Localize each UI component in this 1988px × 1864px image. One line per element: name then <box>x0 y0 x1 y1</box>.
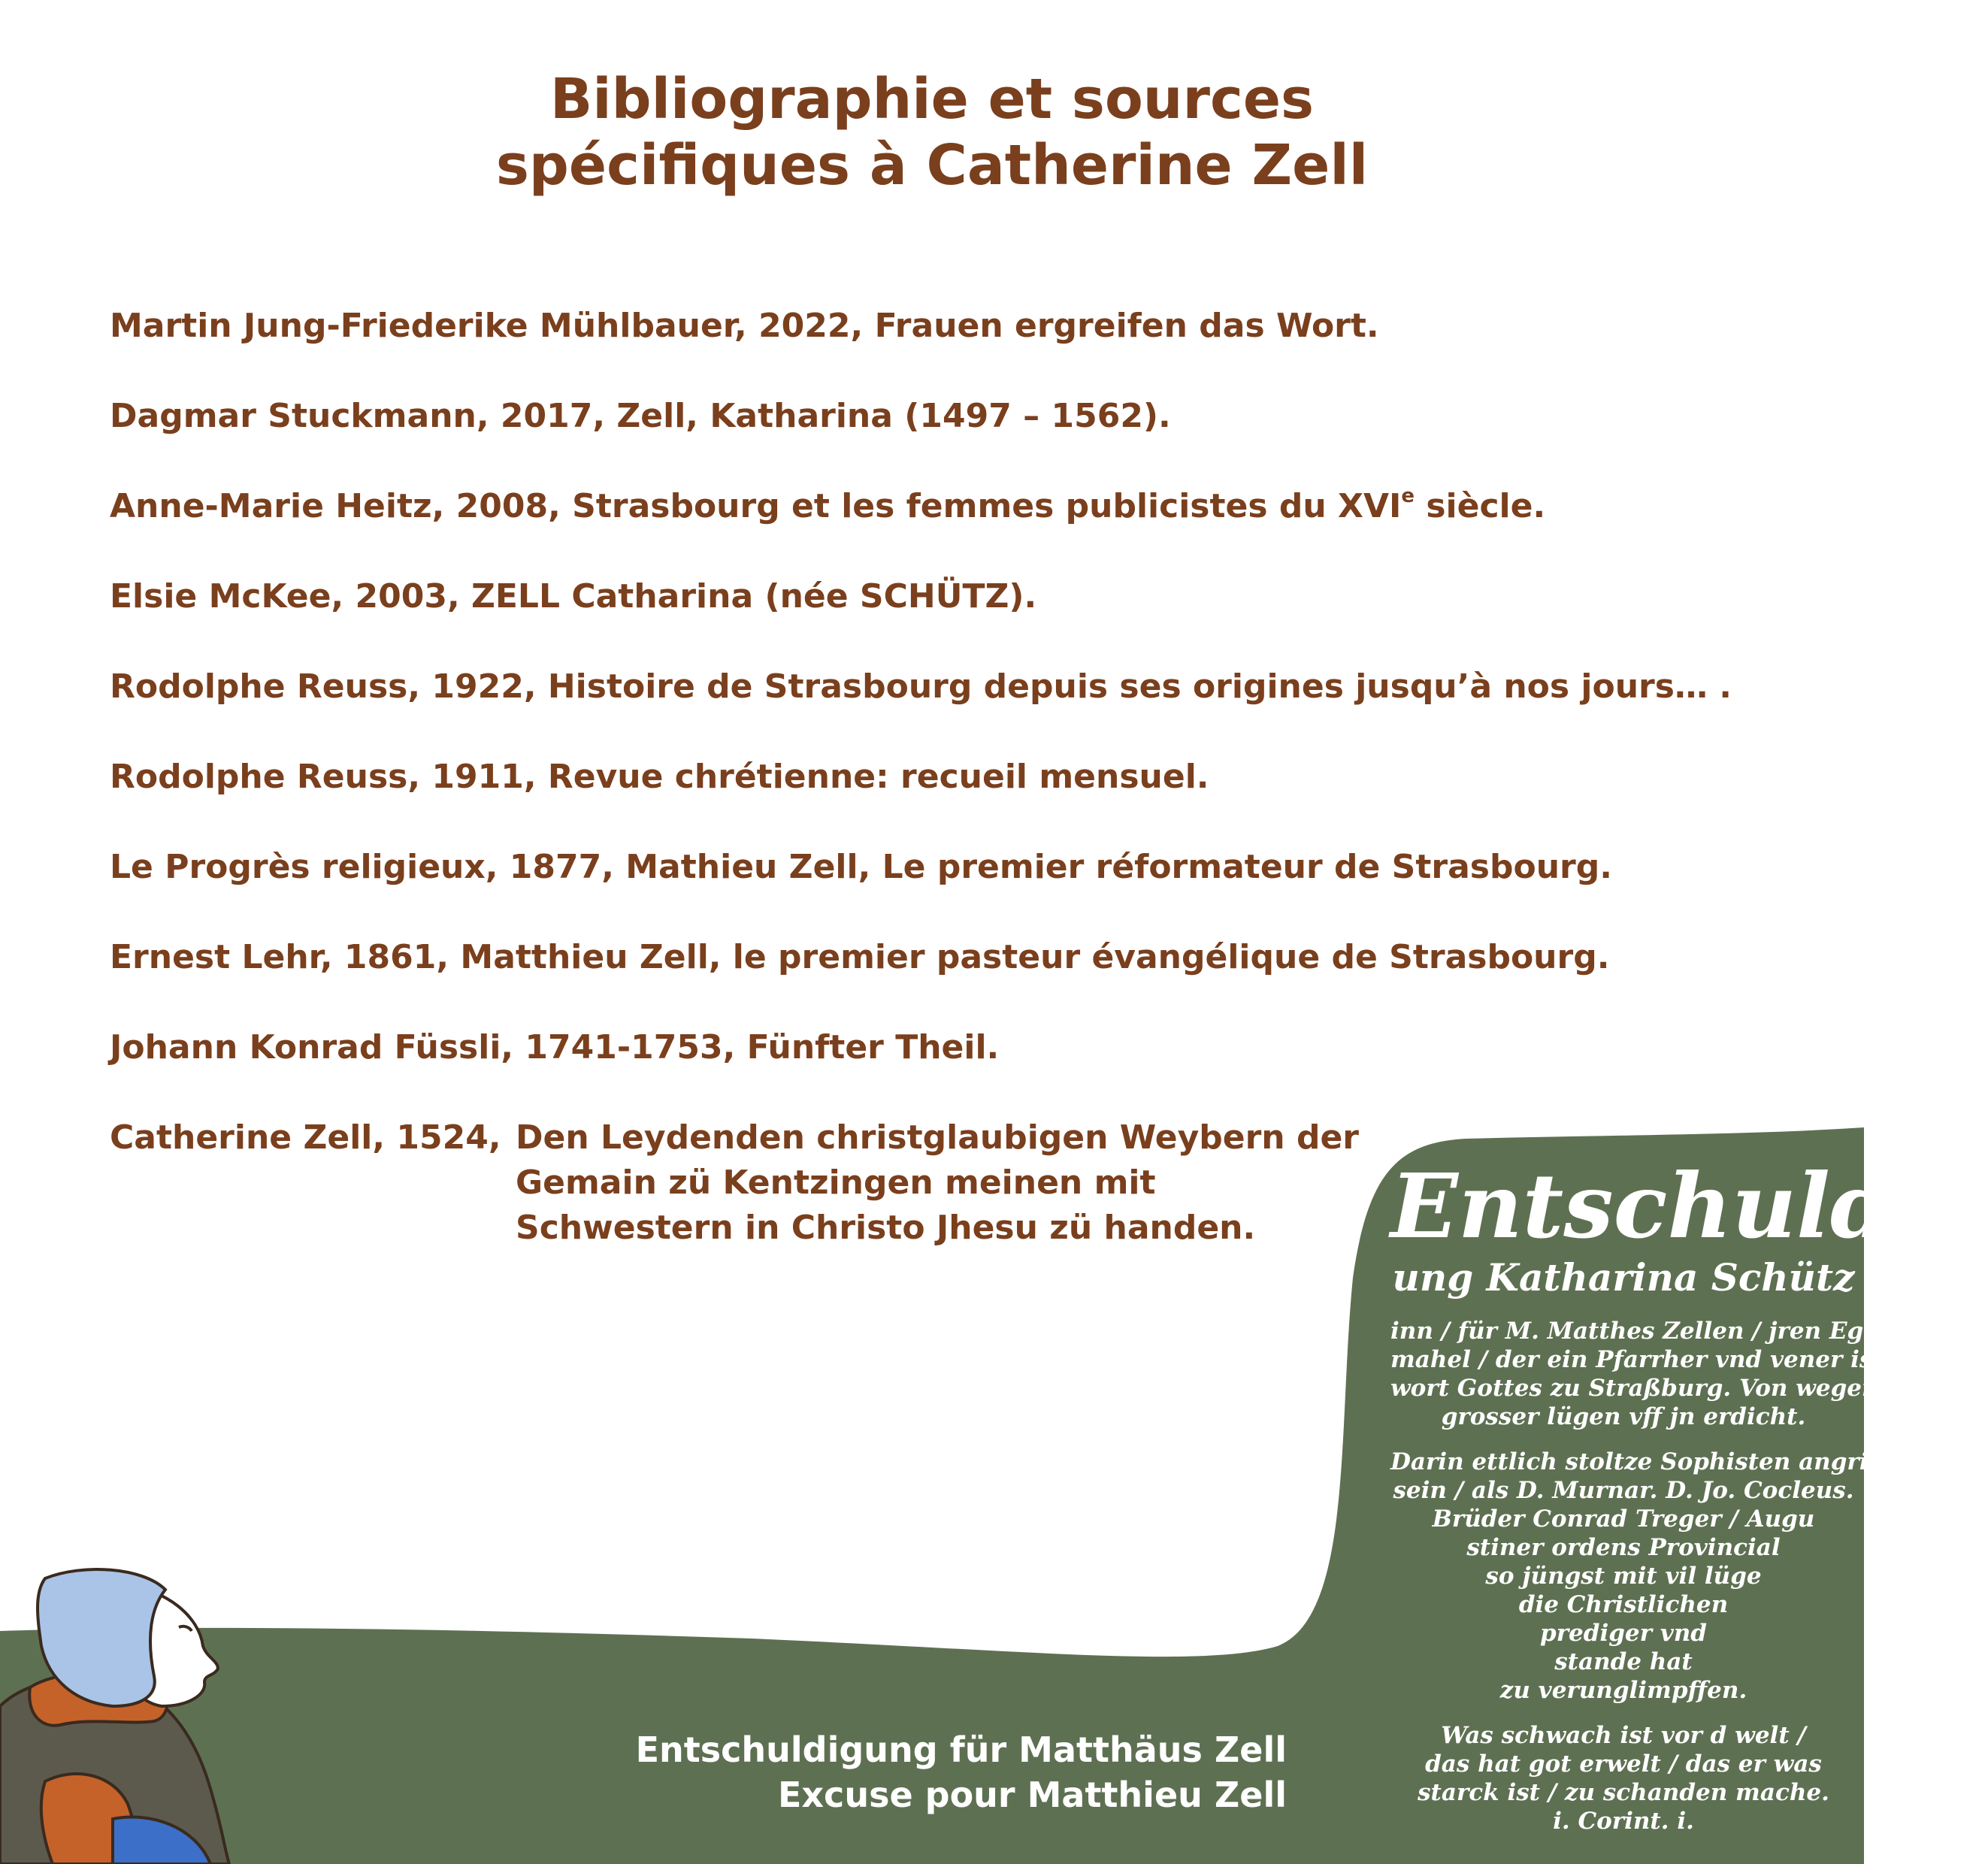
entry-work-line: Den Leydenden christglaubigen Weybern der <box>516 1118 1359 1157</box>
bibliography-entry: Dagmar Stuckmann, 2017, Zell, Katharina (1497 – 1562). <box>110 397 1171 435</box>
print-line: inn / für M. Matthes Zellen / jren Ege- <box>1390 1318 1888 1345</box>
entry-work-line: Gemain zü Kentzingen meinen mit <box>516 1163 1156 1202</box>
entry-text-before: Anne-Marie Heitz, 2008, Strasbourg et les femmes publicistes du XVI <box>110 487 1402 525</box>
bibliography-entry: Rodolphe Reuss, 1911, Revue chrétienne: recueil mensuel. <box>110 758 1209 796</box>
bibliography-list <box>110 301 1801 1112</box>
print-line: so jüngst mit vil lüge <box>1485 1563 1762 1590</box>
print-line: stiner ordens Provincial <box>1466 1534 1781 1561</box>
print-line: Darin ettlich stoltze Sophisten angriffen <box>1390 1448 1920 1475</box>
print-line: zu verunglimpffen. <box>1499 1677 1747 1704</box>
print-line: Brüder Conrad Treger / Augu <box>1432 1505 1815 1533</box>
catherine-zell-illustration <box>0 1556 248 1864</box>
print-block-3 <box>1390 1721 1856 1835</box>
caption-line-french: Excuse pour Matthieu Zell <box>777 1775 1287 1815</box>
title-page-print <box>1390 1154 1988 1835</box>
print-block-1 <box>1390 1317 1926 1431</box>
print-line: starck ist / zu schanden mache. <box>1418 1779 1829 1806</box>
print-line: das hat got erwelt / das er was <box>1425 1751 1822 1778</box>
entry-work-line: Schwestern in Christo Jhesu zü handen. <box>516 1209 1256 1247</box>
bibliography-entry: Ernest Lehr, 1861, Matthieu Zell, le premier pasteur évangélique de Strasbourg. <box>110 938 1610 976</box>
print-line: prediger vnd <box>1540 1620 1707 1647</box>
bibliography-entry: Rodolphe Reuss, 1922, Histoire de Strasbourg depuis ses origines jusqu’à nos jours… . <box>110 667 1732 706</box>
page-title-line-2: spécifiques à Catherine Zell <box>495 133 1369 198</box>
page-title <box>0 66 1864 198</box>
superscript-e: e <box>1401 485 1415 507</box>
entry-work-title <box>516 1115 1418 1251</box>
print-line: wort Gottes zu Straßburg. Von wegen <box>1390 1375 1879 1402</box>
print-line: i. Corint. i. <box>1553 1808 1694 1835</box>
entry-author: Catherine Zell, 1524, <box>110 1118 501 1157</box>
bibliography-entry: Le Progrès religieux, 1877, Mathieu Zell, Le premier réformateur de Strasbourg. <box>110 848 1612 886</box>
print-line: stande hat <box>1554 1648 1693 1675</box>
print-title: Entschuldig <box>1390 1154 1988 1258</box>
bibliography-entry: Elsie McKee, 2003, ZELL Catharina (née SCHÜTZ). <box>110 577 1037 616</box>
bibliography-entry: Martin Jung-Friederike Mühlbauer, 2022, Frauen ergreifen das Wort. <box>110 307 1379 345</box>
entry-text-after: siècle. <box>1415 487 1546 525</box>
page-title-line-1: Bibliographie et sources <box>549 67 1315 132</box>
bibliography-entry: Johann Konrad Füssli, 1741-1753, Fünfter Theil. <box>110 1028 1000 1067</box>
print-line: grosser lügen vff jn erdicht. <box>1441 1403 1806 1430</box>
bibliography-entry <box>110 481 1801 571</box>
illustration-caption <box>636 1727 1287 1817</box>
print-block-2 <box>1390 1448 1920 1705</box>
print-line: die Christlichen <box>1518 1591 1729 1618</box>
print-line: sein / als D. Murnar. D. Jo. Cocleus. <box>1393 1477 1854 1504</box>
print-line: mahel / der ein Pfarrher vnd vener ist im <box>1390 1346 1926 1373</box>
print-line: Was schwach ist vor d welt / <box>1441 1722 1806 1749</box>
print-subtitle: ung Katharina Schütz <box>1392 1255 1855 1300</box>
caption-line-german: Entschuldigung für Matthäus Zell <box>635 1729 1287 1770</box>
